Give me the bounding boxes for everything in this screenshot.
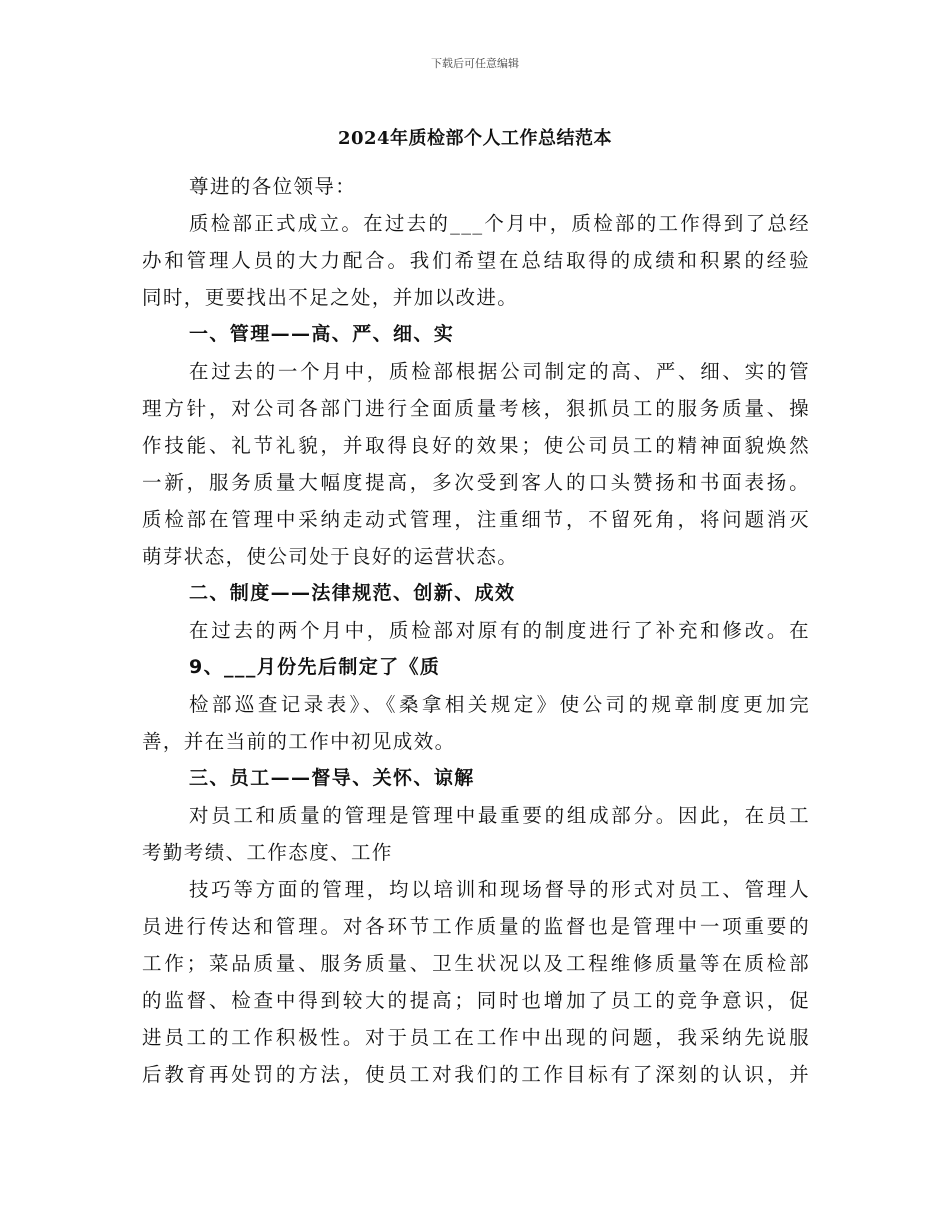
body-line: 同时，更要找出不足之处，并加以改进。 (142, 286, 519, 309)
header-note: 下载后可任意编辑 (431, 57, 519, 70)
body-line: 技巧等方面的管理，均以培训和现场督导的形式对员工、管理人 (189, 878, 810, 901)
body-line: 员进行传达和管理。对各环节工作质量的监督也是管理中一项重要的 (142, 915, 810, 938)
body-line: 后教育再处罚的方法，使员工对我们的工作目标有了深刻的认识，并 (142, 1063, 810, 1086)
section-heading: 二、制度——法律规范、创新、成效 (189, 582, 516, 604)
section-heading: 一、管理——高、严、细、实 (189, 323, 455, 345)
body-line: 考勤考绩、工作态度、工作 (142, 841, 393, 864)
body-line: 善，并在当前的工作中初见成效。 (142, 730, 456, 753)
document-body (142, 168, 810, 1093)
body-line: 质检部正式成立。在过去的___个月中，质检部的工作得到了总经 (189, 212, 810, 235)
body-line: 质检部在管理中采纳走动式管理，注重细节，不留死角，将问题消灭 (142, 508, 810, 531)
section-heading: 三、员工——督导、关怀、谅解 (189, 767, 475, 789)
body-line: 工作；菜品质量、服务质量、卫生状况以及工程维修质量等在质检部 (142, 952, 810, 975)
body-line: 的监督、检查中得到较大的提高；同时也增加了员工的竞争意识，促 (142, 989, 810, 1012)
body-line: 理方针，对公司各部门进行全面质量考核，狠抓员工的服务质量、操 (142, 397, 810, 420)
body-line: 在过去的一个月中，质检部根据公司制定的高、严、细、实的管 (189, 360, 810, 383)
body-line: 尊进的各位领导： (189, 175, 357, 198)
section-heading: 9、___月份先后制定了《质 (189, 656, 441, 678)
body-line: 对员工和质量的管理是管理中最重要的组成部分。因此，在员工 (189, 804, 810, 827)
body-line: 作技能、礼节礼貌，并取得良好的效果；使公司员工的精神面貌焕然 (142, 434, 810, 457)
body-line: 一新，服务质量大幅度提高，多次受到客人的口头赞扬和书面表扬。 (142, 471, 810, 494)
body-line: 萌芽状态，使公司处于良好的运营状态。 (142, 545, 519, 568)
body-line: 进员工的工作积极性。对于员工在工作中出现的问题，我采纳先说服 (142, 1026, 810, 1049)
document-title: 2024年质检部个人工作总结范本 (337, 128, 613, 149)
body-line: 在过去的两个月中，质检部对原有的制度进行了补充和修改。在 (189, 619, 810, 642)
body-line: 办和管理人员的大力配合。我们希望在总结取得的成绩和积累的经验 (142, 249, 810, 272)
body-line: 检部巡查记录表》、《桑拿相关规定》使公司的规章制度更加完 (189, 693, 810, 716)
